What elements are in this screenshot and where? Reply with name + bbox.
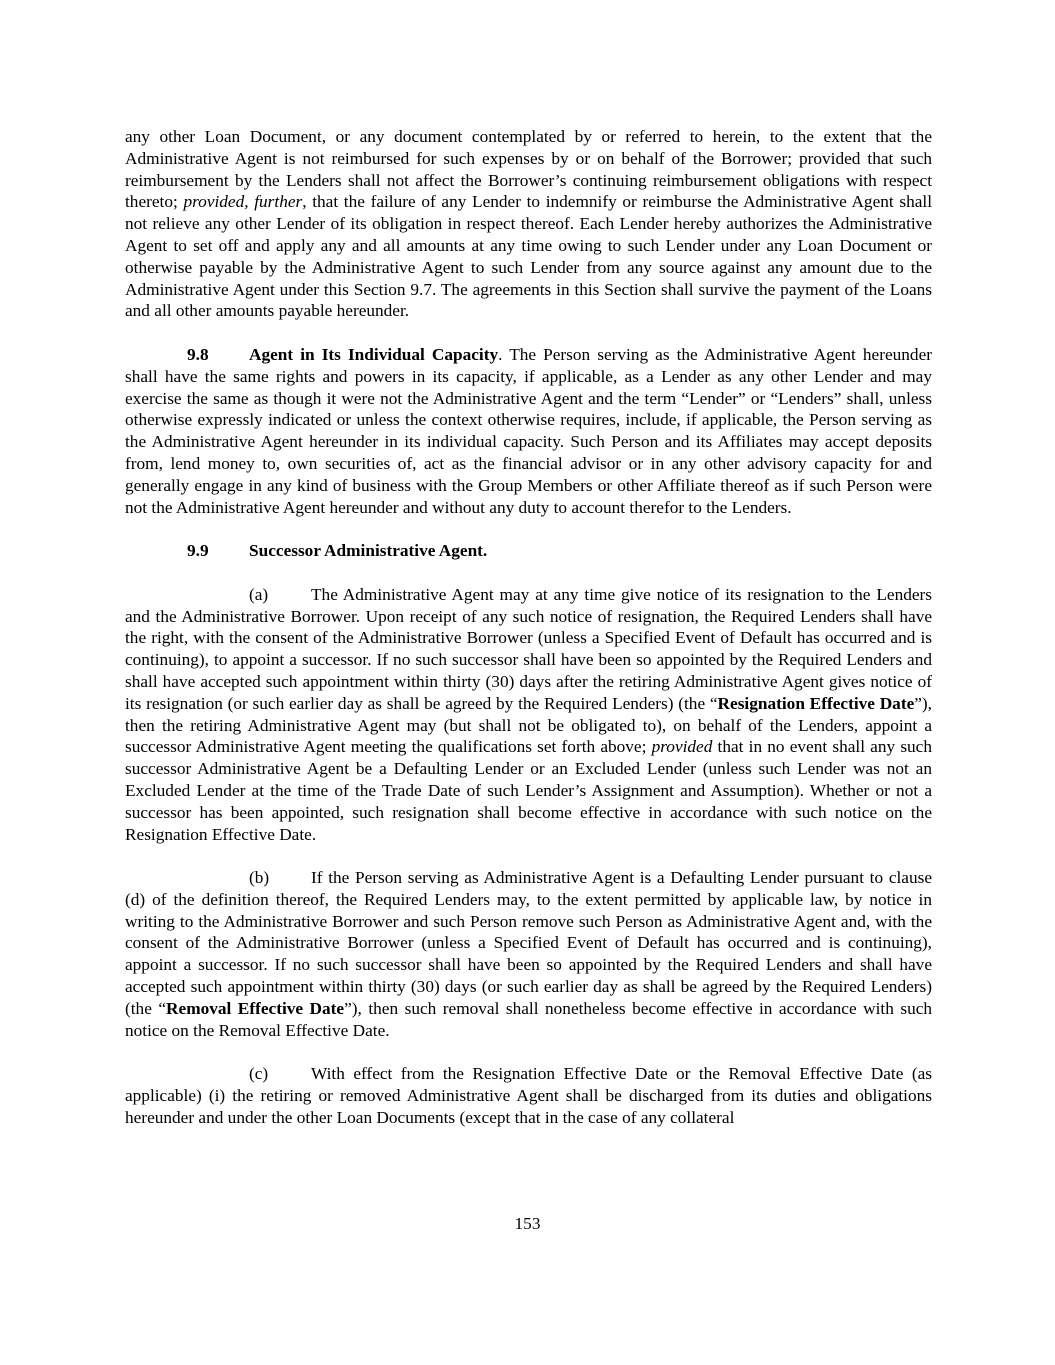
clause-b-text-1: If the Person serving as Administrative Agent is a Defaulting Lender pursuant to clause (d) of the definition thereof, the Required Lenders may, to the extent permitted by applicable law, by notice in writing to the Administrative Borrower and such Person remove such Person as Administrative Agent and, with the consent of the Administrative Borrower (unless a Specified Event of Default has occurred and is continuing), appoint a successor. If no such successor shall have been so appointed by the Required Lenders and shall have accepted such appointment within thirty (30) days (or such earlier day as shall be agreed by the Required Lenders) (the “ [125, 868, 932, 1018]
section-9-9-heading [125, 540, 932, 562]
document-page [125, 126, 932, 1150]
clause-a-label: (a) [249, 584, 269, 604]
section-9-8-title: Agent in Its Individual Capacity [249, 344, 499, 364]
clause-b-label: (b) [249, 868, 270, 888]
clause-a-text-5: that in no event shall any such successor Administrative Agent be a Defaulting Lender or an Excluded Lender (unless such Lender was not an Excluded Lender at the time of the Trade Date of such Lender’s Assignment and Assumption). Whether or not a successor has been appointed, such resignation shall become effective in accordance with such notice on the Resignation Effective Date. [125, 737, 932, 844]
clause-a-text-1: The Administrative Agent may at any time give notice of its resignation to the Lenders and the Administrative Borrower. Upon receipt of any such notice of resignation, the Required Lenders shall have the right, with the consent of the Administrative Borrower (unless a Specified Event of Default has occurred and is continuing), to appoint a successor. If no such successor shall have been so appointed by the Required Lenders and shall have accepted such appointment within thirty (30) days after the retiring Administrative Agent gives notice of its resignation (or such earlier day as shall be agreed by the Required Lenders) (the “ [125, 584, 932, 713]
section-9-9-title: Successor Administrative Agent. [249, 541, 488, 561]
section-9-9-number: 9.9 [187, 541, 209, 561]
clause-b [125, 867, 932, 1041]
page-number: 153 [514, 1214, 541, 1233]
section-9-8-body: . The Person serving as the Administrative Agent hereunder shall have the same rights and powers in its capacity, if applicable, as a Lender as any other Lender and may exercise the same as though it were not the Administrative Agent and the term “Lender” or “Lenders” shall, unless otherwise expressly indicated or unless the context otherwise requires, include, if applicable, the Person serving as the Administrative Agent hereunder in its individual capacity. Such Person and its Affiliates may accept deposits from, lend money to, own securities of, act as the financial advisor or in any other advisory capacity for and generally engage in any kind of business with the Group Members or other Affiliate thereof as if such Person were not the Administrative Agent hereunder and without any duty to account therefor to the Lenders. [125, 344, 932, 517]
clause-a [125, 584, 932, 846]
para1-italic-provided-further: provided, further [183, 192, 303, 212]
clause-c [125, 1063, 932, 1128]
clause-b-text-3: ”), then such removal shall nonetheless become effective in accordance with such notice on the Removal Effective Date. [125, 998, 933, 1040]
section-9-8 [125, 344, 932, 518]
para1-text-a: any other Loan Document, or any document contemplated by or referred to herein, to the extent that the Administrative Agent is not reimbursed for such expenses by or on behalf of the Borrower; provided that such reimbursement by the Lenders shall not affect the Borrower’s continuing reimbursement obligations with respect thereto; [125, 127, 932, 212]
clause-a-text-3: ”), then the retiring Administrative Agent may (but shall not be obligated to), on behalf of the Lenders, appoint a successor Administrative Agent meeting the qualifications set forth above; [125, 693, 932, 757]
paragraph-section-9-7-continuation [125, 126, 932, 322]
para1-text-c: , that the failure of any Lender to indemnify or reimburse the Administrative Agent shall not relieve any other Lender of its obligation in respect thereof. Each Lender hereby authorizes the Administrative Agent to set off and apply any and all amounts at any time owing to such Lender under any Loan Document or otherwise payable by the Administrative Agent to such Lender from any source against any amount due to the Administrative Agent under this Section 9.7. The agreements in this Section shall survive the payment of the Loans and all other amounts payable hereunder. [125, 192, 932, 321]
clause-b-defined-term-removal-effective-date: Removal Effective Date [166, 998, 345, 1018]
clause-a-italic-provided: provided [651, 737, 713, 757]
section-9-8-number: 9.8 [187, 344, 209, 364]
clause-a-defined-term-resignation-effective-date: Resignation Effective Date [717, 693, 915, 713]
clause-c-label: (c) [249, 1064, 269, 1084]
clause-c-text-1: With effect from the Resignation Effective Date or the Removal Effective Date (as applicable) (i) the retiring or removed Administrative Agent shall be discharged from its duties and obligations hereunder and under the other Loan Documents (except that in the case of any collateral [125, 1064, 932, 1127]
